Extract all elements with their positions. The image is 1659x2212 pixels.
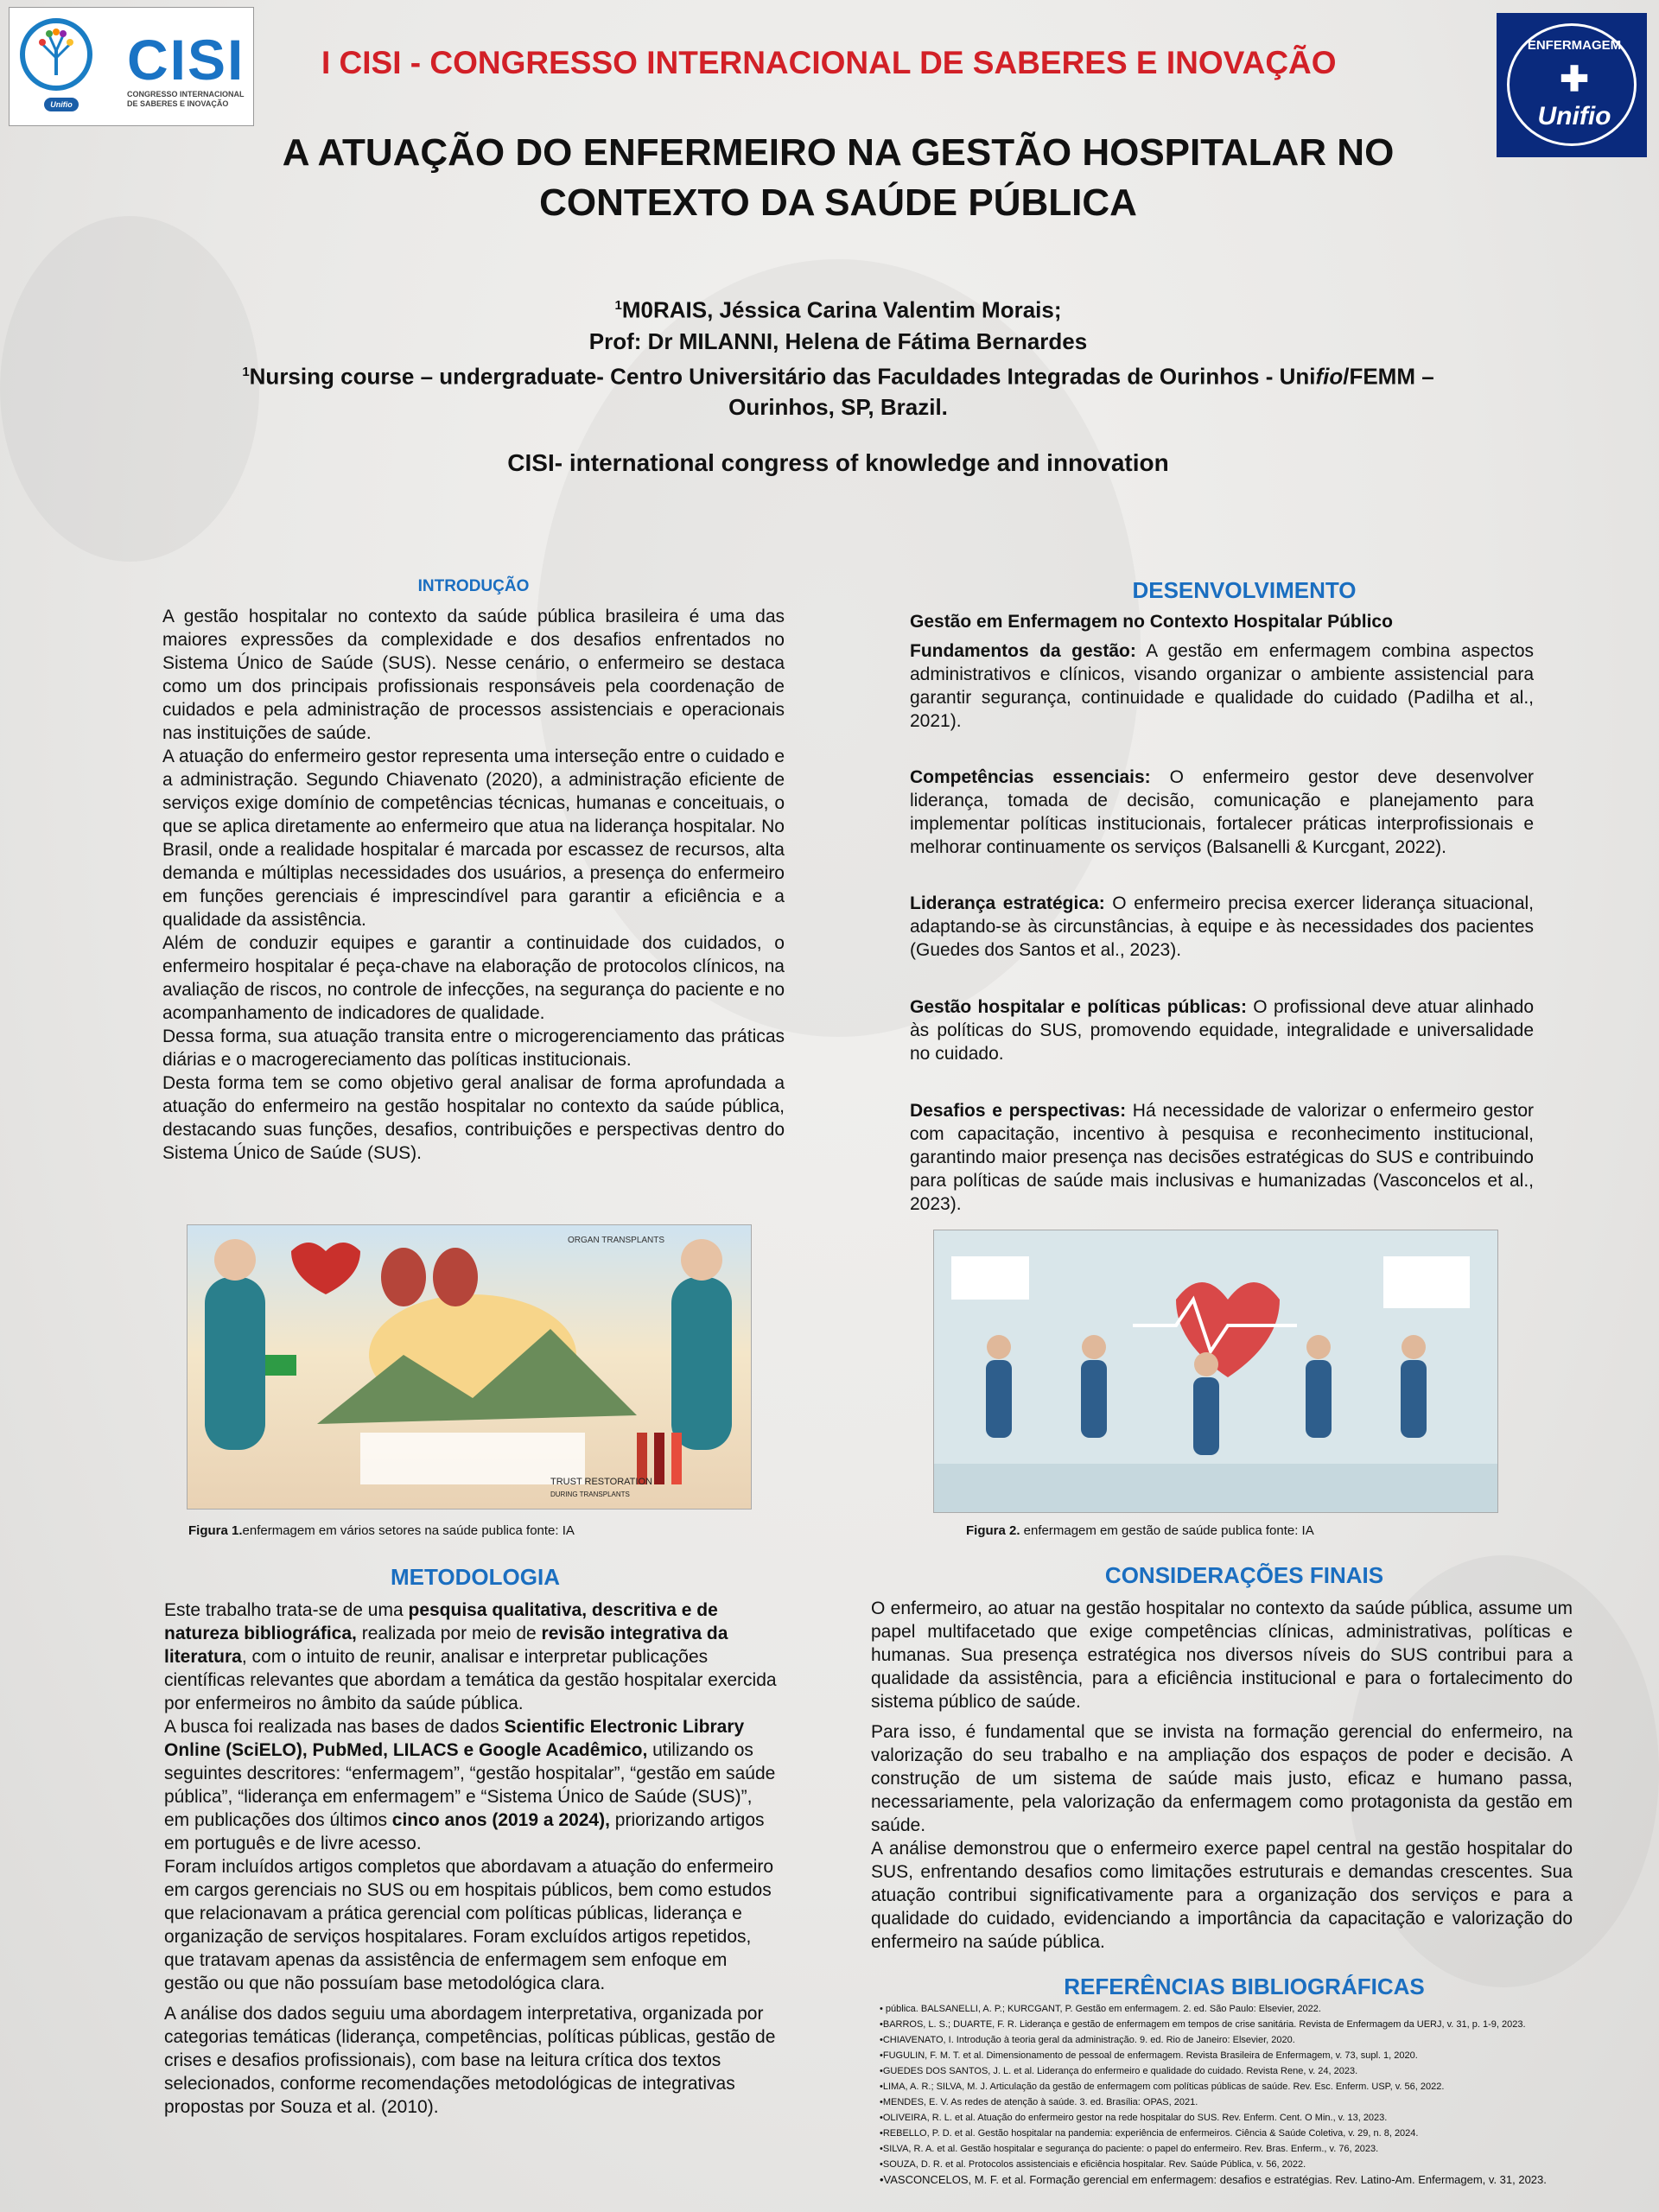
figure-1-label: TRUST RESTORATION — [550, 1477, 652, 1487]
refs-title: REFERÊNCIAS BIBLIOGRÁFICAS — [1064, 1974, 1425, 1999]
figure-1-caption: Figura 1.enfermagem em vários setores na saúde publica fonte: IA — [188, 1523, 575, 1538]
final-paragraph: Para isso, é fundamental que se invista na formação gerencial do enfermeiro, na valorização do seu trabalho e na ampliação dos espaços de poder e decisão. A construção de um sistema de saúde mais justo, eficaz e humano passa, necessariamente, pela valorização da enfermagem como protagonista da gestão em saúde. — [871, 1722, 1573, 1835]
congress-english: CISI- international congress of knowledge and innovation — [507, 449, 1169, 476]
ref-item: •BARROS, L. S.; DUARTE, F. R. Liderança e gestão de enfermagem em tempos de crise sanitária. Revista de Enfermagem da UERJ, v. 31, p. 1-9, 2023. — [880, 2019, 1526, 2030]
affiliation-location: Ourinhos, SP, Brazil. — [728, 394, 948, 421]
logo-word: Unifio — [1537, 102, 1611, 130]
ref-item: •SILVA, R. A. et al. Gestão hospitalar e segurança do paciente: o papel do enfermeiro. Rev. Bras. Enferm., v. 76, 2023. — [880, 2144, 1379, 2154]
figure-2-caption: Figura 2. enfermagem em gestão de saúde publica fonte: IA — [966, 1523, 1314, 1538]
ref-item: •LIMA, A. R.; SILVA, M. J. Articulação da gestão de enfermagem com políticas públicas de saúde. Rev. Esc. Enferm. USP, v. 56, 2022. — [880, 2082, 1445, 2092]
figure-1-image — [187, 1224, 752, 1510]
refs-list — [880, 2001, 1605, 2188]
dev-subtitle: Gestão em Enfermagem no Contexto Hospitalar Público — [910, 612, 1393, 632]
intro-body — [162, 605, 785, 1165]
ref-item: •VASCONCELOS, M. F. et al. Formação gerencial em enfermagem: desafios e estratégias. Rev. Latino-Am. Enfermagem, v. 31, 2023. — [880, 2173, 1547, 2186]
ref-item: •REBELLO, P. D. et al. Gestão hospitalar na pandemia: experiência de enfermeiros. Ciência & Saúde Coletiva, v. 29, n. 8, 2024. — [880, 2128, 1419, 2139]
method-paragraph: Este trabalho trata-se de uma pesquisa qualitativa, descritiva e de natureza bibliográfica, realizada por meio de revisão integrativa da literatura, com o intuito de reunir, analisar e interpretar publicações científicas relevantes que abordam a temática da gestão hospitalar exercida por enfermeiros no âmbito da saúde pública. — [164, 1600, 777, 1713]
final-title: CONSIDERAÇÕES FINAIS — [1104, 1562, 1384, 1588]
ref-item: •CHIAVENATO, I. Introdução à teoria geral da administração. 9. ed. Rio de Janeiro: Elsevier, 2020. — [880, 2035, 1295, 2045]
ref-item: •GUEDES DOS SANTOS, J. L. et al. Liderança do enfermeiro e qualidade do cuidado. Revista Rene, v. 24, 2023. — [880, 2066, 1358, 2076]
logo-arc-text: ENFERMAGEM — [1527, 38, 1622, 53]
congress-title: I CISI - CONGRESSO INTERNACIONAL DE SABERES E INOVAÇÃO — [321, 45, 1337, 80]
intro-title: INTRODUÇÃO — [417, 577, 530, 595]
title-line-1: A ATUAÇÃO DO ENFERMEIRO NA GESTÃO HOSPITALAR NO — [282, 131, 1395, 174]
dev-item: Fundamentos da gestão: A gestão em enfermagem combina aspectos administrativos e clínicos, visando organizar o ambiente assistencial para garantir segurança, continuidade e qualidade do cuidado (Padilha et al., 2021). — [910, 641, 1534, 731]
method-title: METODOLOGIA — [391, 1564, 560, 1590]
ref-item: •FUGULIN, F. M. T. et al. Dimensionamento de pessoal de enfermagem. Revista Brasileira de Enfermagem, v. 73, supl. 1, 2020. — [880, 2050, 1418, 2061]
dev-title: DESENVOLVIMENTO — [1132, 577, 1357, 603]
author-line: $^1$M0RAIS, Jéssica Carina Valentim Morais; — [614, 296, 1062, 323]
ref-item: •SOUZA, D. R. et al. Protocolos assistenciais e eficiência hospitalar. Rev. Saúde Pública, v. 56, 2022. — [880, 2159, 1306, 2170]
ref-item: •OLIVEIRA, R. L. et al. Atuação do enfermeiro gestor na rede hospitalar do SUS. Rev. Enferm. Cent. O Min., v. 13, 2023. — [880, 2113, 1388, 2123]
figure-1-label: DURING TRANSPLANTS — [550, 1491, 630, 1498]
final-paragraph: A análise demonstrou que o enfermeiro exerce papel central na gestão hospitalar do SUS, enfrentando desafios como limitações estruturais e demandas crescentes. Sua atuação contribui significativamente para a organização dos serviços e para a qualidade do cuidado, evidenciando a importância da capacitação e valorização do enfermeiro na saúde pública. — [871, 1839, 1573, 1952]
ref-item: •MENDES, E. V. As redes de atenção à saúde. 3. ed. Brasília: OPAS, 2021. — [880, 2097, 1198, 2107]
tree-icon — [20, 18, 92, 91]
cisi-logo — [9, 7, 254, 126]
affiliation-line: $^1$Nursing course – undergraduate- Centro Universitário das Faculdades Integradas de Ourinhos - Unifio/FEMM – — [242, 363, 1434, 390]
intro-paragraph: Dessa forma, sua atuação transita entre o microgerenciamento das práticas diárias e o macrogereciamento das políticas institucionais. — [162, 1027, 785, 1070]
figure-1-label: ORGAN TRANSPLANTS — [568, 1236, 665, 1245]
method-paragraph: Foram incluídos artigos completos que abordavam a atuação do enfermeiro em cargos gerenciais no SUS ou em hospitais públicos, bem como estudos que relacionavam a prática gerencial com políticas públicas, liderança e organização de serviços hospitalares. Foram excluídos artigos repetidos, que tratavam apenas da assistência de enfermagem sem enfoque em gestão ou que não possuíam base metodológica clara. — [164, 1857, 774, 1993]
dev-item: Liderança estratégica: O enfermeiro precisa exercer liderança situacional, adaptando-se às circunstâncias, à equipe e às necessidades dos pacientes (Guedes dos Santos et al., 2023). — [910, 893, 1535, 960]
cisi-logo-text: CISI — [127, 28, 245, 92]
advisor-line: Prof: Dr MILANNI, Helena de Fátima Bernardes — [588, 327, 1088, 354]
dev-item: Gestão hospitalar e políticas públicas: O profissional deve atuar alinhado às políticas do SUS, promovendo equidade, integralidade e universalidade no cuidado. — [910, 997, 1534, 1064]
method-paragraph: A busca foi realizada nas bases de dados Scientific Electronic Library Online (SciELO), PubMed, LILACS e Google Acadêmico, utilizando os seguintes descritores: “enfermagem”, “gestão hospitalar”, “gestão em saúde pública”, “liderança em enfermagem” e “Sistema Único de Saúde (SUS)”, em publicações dos últimos cinco anos (2019 a 2024), priorizando artigos em português e de livre acesso. — [164, 1717, 776, 1853]
logo-ring — [1507, 23, 1637, 146]
cross-icon: ✚ — [1560, 60, 1589, 99]
intro-paragraph: A gestão hospitalar no contexto da saúde pública brasileira é uma das maiores expressões da complexidade e dos desafios enfrentados no Sistema Único de Saúde (SUS). Nesse cenário, o enfermeiro se destaca como um dos principais profissionais responsáveis pela coordenação de cuidados e pela administração de processos assistenciais e operacionais nas instituições de saúde. — [162, 607, 785, 743]
dev-item: Competências essenciais: O enfermeiro gestor deve desenvolver liderança, tomada de decisão, comunicação e planejamento para implementar políticas institucionais, fortalecer práticas interprofissionais e melhorar continuamente os serviços (Balsanelli & Kurcgant, 2022). — [910, 767, 1534, 857]
intro-paragraph: Desta forma tem se como objetivo geral analisar de forma aprofundada a atuação do enfermeiro na gestão hospitalar no contexto da saúde pública, destacando suas funções, desafios, contribuições e perspectivas dentro do Sistema Único de Saúde (SUS). — [162, 1073, 785, 1163]
method-paragraph: A análise dos dados seguiu uma abordagem interpretativa, organizada por categorias temáticas (liderança, competências, políticas públicas, gestão de crises e desafios profissionais), com base na leitura crítica dos textos selecionados, conforme recomendações metodológicas de integrativas propostas por Souza et al. (2010). — [164, 2004, 776, 2117]
authors-block — [130, 290, 1547, 423]
title-line-2: CONTEXTO DA SAÚDE PÚBLICA — [539, 181, 1137, 224]
intro-paragraph: A atuação do enfermeiro gestor representa uma interseção entre o cuidado e a administração. Segundo Chiavenato (2020), a administração eficiente de serviços exige domínio de competências técnicas, humanas e conceituais, o que se aplica diretamente ao enfermeiro que atua na liderança hospitalar. No Brasil, onde a realidade hospitalar é marcada por escassez de recursos, alta demanda e múltiplas necessidades dos usuários, a presença do enfermeiro em funções gerenciais é imprescindível para garantir a eficiência e a qualidade da assistência. — [162, 747, 785, 930]
intro-paragraph: Além de conduzir equipes e garantir a continuidade dos cuidados, o enfermeiro hospitalar é peça-chave na elaboração de protocolos clínicos, na avaliação de riscos, no controle de infecções, na segurança do paciente e no acompanhamento de indicadores de qualidade. — [162, 933, 785, 1023]
ref-item: • pública. BALSANELLI, A. P.; KURCGANT, P. Gestão em enfermagem. 2. ed. São Paulo: Elsevier, 2022. — [880, 2004, 1321, 2014]
unifio-small-badge: Unifio — [44, 98, 79, 111]
final-paragraph: O enfermeiro, ao atuar na gestão hospitalar no contexto da saúde pública, assume um papel multifacetado que exige competências clínicas, administrativas, políticas e humanas. Sua presença estratégica nos diversos níveis do SUS contribui para a qualidade da assistência, para a eficiência institucional e para o fortalecimento do sistema público de saúde. — [871, 1599, 1573, 1712]
method-body — [164, 1599, 778, 2119]
final-body — [871, 1597, 1573, 1954]
cisi-logo-subtitle: CONGRESSO INTERNACIONAL DE SABERES E INOVAÇÃO — [127, 90, 245, 108]
figure-2-image — [933, 1230, 1498, 1513]
dev-item: Desafios e perspectivas: Há necessidade de valorizar o enfermeiro gestor com capacitação, incentivo à pesquisa e reconhecimento institucional, garantindo maior presença nas decisões estratégicas do SUS e contribuindo para políticas de saúde mais inclusivas e humanizadas (Vasconcelos et al., 2023). — [910, 1101, 1534, 1214]
poster-title — [156, 128, 1521, 228]
